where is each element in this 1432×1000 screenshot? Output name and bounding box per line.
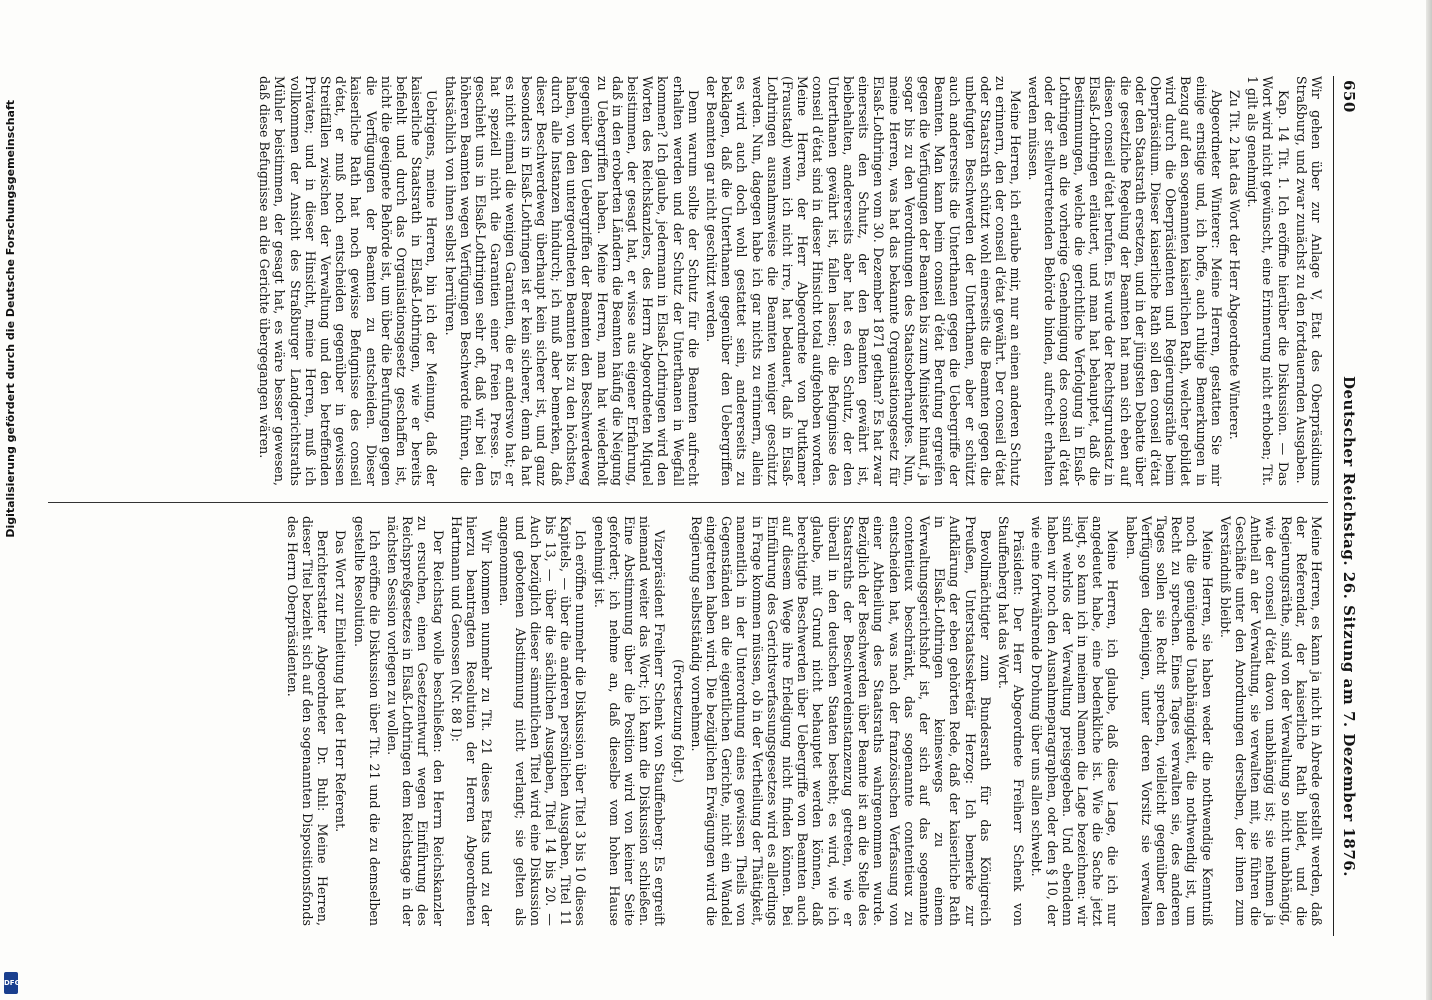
page-edge-shadow	[1426, 0, 1432, 1000]
running-header	[1333, 76, 1364, 936]
paragraph: Vizepräsident Freiherr Schenk von Stauffenberg: Es ergreift niemand weiter das Wort; ich kann die Diskussion schließen. Eine Abstimmung über die Position wird von keiner Seite gefordert; ich nehme an, daß dieselbe vom hohen Hause genehmigt ist.	[591, 516, 668, 926]
paragraph: Bevollmächtigter zum Bundesrath für das Königreich Preußen, Unterstaatssekretär Herzog: Ich bemerke zur Aufklärung der eben gehörten Rede, daß der kaiserliche Rath in Elsaß-Lothringen keineswegs zu einem Verwaltungsgerichtshof ist, der sich auf das sogenannte contentieux beschränkt, das sogenannte contentieux zu entscheiden hat, was nach der französischen Verfassung von einer Abtheilung des Staatsraths wahrgenommen wurde. Bezüglich der Beschwerden über Beamte ist an die Stelle des Staatsraths der Beschwerdeinstanzenzug getreten, wie er überall in den deutschen Staaten besteht; es wird, wie ich glaube, mit Grund nicht behauptet werden können, daß berechtigte Beschwerden über Uebergriffe von Beamten auch auf diesem Wege ihre Erledigung nicht finden können. Bei Einführung des Gerichtsverfassungsgesetzes wird es allerdings in Frage kommen müssen, ob in der Vertheilung der Thätigkeit, namentlich in der Unterordnung eines gewissen Theils von Gegenständen an die eigentlichen Gerichte, nicht ein Wandel eingetreten haben wird. Die bezüglichen Erwägungen wird die Regierung selbstständig vornehmen.	[688, 516, 993, 926]
page-number: 650	[1340, 80, 1358, 113]
paragraph: Meine Herren, sie haben weder die nothwendige Kenntniß noch die genügende Unabhängigkeit, die nothwendig ist, um Recht zu sprechen. Eines Tages verwalten sie, des anderen Tages sollen sie Recht sprechen, vielleicht gegenüber den Verfügungen derjenigen, unter deren Vorsitz sie verwalten haben.	[1123, 516, 1215, 926]
paragraph: Wir gehen über zur Anlage V, Etat des Oberpräsidiums Straßburg, und zwar zunächst zu den fortdauernden Ausgaben.	[1293, 76, 1324, 486]
paragraph: Abgeordneter Winterer: Meine Herren, gestatten Sie mir einige ernstige und, ich hoffe, auch ruhige Bemerkungen in Bezug auf den sogenannten kaiserlichen Rath, welcher gebildet wird durch die Oberpräsidenten und Regierungsräthe beim Oberpräsidium. Dieser kaiserliche Rath soll den conseil d'état oder den Staatsrath ersetzen, und in der jüngsten Debatte über die gesetzliche Regelung der Beamten hat man sich eben auf diesen conseil d'état berufen. Es wurde der Rechtsgrundsatz in Elsaß-Lothringen erläutert, und man hat behauptet, daß die Bestimmungen, welche die gerichtliche Verfolgung in Elsaß-Lothringen an die vorherige Genehmigung des conseil d'état oder der stellvertretenden Behörde binden, aufrecht erhalten werden müssen.	[1026, 76, 1224, 486]
page-sheet	[44, 76, 1364, 936]
left-column	[254, 76, 1324, 486]
credit-text: Digitalisierung gefördert durch die Deutsche Forschungsgemeinschaft	[4, 100, 17, 538]
paragraph: Zu Tit. 2 hat das Wort der Herr Abgeordnete Winterer.	[1226, 90, 1242, 440]
paragraph: Ich eröffne nunmehr die Diskussion über Titel 3 bis 10 dieses Kapitels, — über die anderen persönlichen Ausgaben, Titel 11 bis 13, — über die sächlichen Ausgaben, Titel 14 bis 20. — Auch bezüglich dieser sämmtlichen Titel wird eine Diskussion und gebotenen Abstimmung nicht verlangt; sie gelten als angenommen.	[497, 516, 589, 926]
dfg-logo-icon: DFG	[4, 972, 18, 994]
column-divider	[48, 502, 1328, 503]
digitization-credit	[2, 100, 20, 1000]
paragraph: Ich eröffne die Diskussion über Tit. 21 und die zu demselben gestellte Resolution.	[351, 516, 382, 926]
paragraph: Berichterstatter Abgeordneter Dr. Buhl: Meine Herren, dieser Titel bezieht sich auf den sogenannten Dispositionsfonds des Herrn Oberpräsidenten.	[284, 516, 331, 926]
header-title: Deutscher Reichstag. 26. Sitzung am 7. Dezember 1876.	[1340, 376, 1358, 877]
paragraph: Denn warum sollte der Schutz für die Beamten aufrecht erhalten werden und der Schutz der Unterthanen in Wegfall kommen? Ich glaube, jedermann in Elsaß-Lothringen wird den Worten des Reichskanzlers, des Herrn Abgeordneten Miquel beistimmen, der gesagt hat, er wisse aus eigener Erfahrung, daß in den eroberten Ländern die Beamten häufig die Neigung zu Uebergriffen haben. Meine Herren, man hat wiederholt gegenüber den Uebergriffen der Beamten den Beschwerdeweg haben, von den untergeordneten Beamten bis zu den höchsten, durch alle Instanzen hindurch; ich muß aber bemerken, daß dieser Beschwerdeweg überhaupt kein sicherer ist, und ganz besonders in Elsaß-Lothringen ist er kein sicherer, denn da hat es nicht einmal die wenigen Garantien, die er anderswo hat; er hat speziell nicht die Garantien einer freien Presse. Es geschieht uns in Elsaß-Lothringen sehr oft, daß wir bei den höheren Beamten wegen Verfügungen Beschwerde führen, die thatsächlich von ihnen selbst herrühren.	[442, 76, 701, 486]
paragraph: Das Wort zur Einleitung hat der Herr Referent.	[333, 530, 349, 833]
paragraph: Der Reichstag wolle beschließen: den Herrn Reichskanzler zu ersuchen, einen Gesetzentwurf wegen Einführung des Reichspreßgesetzes in Elsaß-Lothringen dem Reichstage in der nächsten Session vorlegen zu wollen.	[385, 516, 446, 926]
continuation-note: (Fortsetzung folgt.)	[670, 659, 686, 783]
paragraph: Meine Herren, ich erlaube mir, nur an einen anderen Schutz zu erinnern, den der conseil d'état gewährt. Der conseil d'état oder Staatsrath schützt wohl einerseits die Beamten gegen die unbefugten Beschwerden der Unterthanen, aber er schützt auch andererseits die Unterthanen gegen die Uebergriffe der Beamten. Man kann beim conseil d'état Berufung ergreifen gegen die Verfügungen der Beamten bis zum Minister hinauf, ja sogar bis zu den Verordnungen des Staatsoberhauptes. Nun, meine Herren, was hat das bekannte Organisationsgesetz für Elsaß-Lothringen vom 30. Dezember 1871 gethan? Es hat zwar einerseits den Schutz, der den Beamten gewährt ist, beibehalten, andererseits aber hat es den Schutz, der den Unterthanen gewährt ist, fallen lassen; die Befugnisse des conseil d'état sind in dieser Hinsicht total aufgehoben worden. Meine Herren, der Herr Abgeordnete von Puttkamer (Fraustadt) wenn ich nicht irre, hat bedauert, daß in Elsaß-Lothringen ausnahmsweise die Beamten weniger geschützt werden. Nun, dagegen habe ich gar nichts zu erinnern, allein es wird auch doch wohl gestattet sein, andererseits zu beklagen, daß die Unterthanen gegenüber den Uebergriffen der Beamten gar nicht geschützt werden.	[704, 76, 1024, 486]
right-column	[282, 516, 1324, 926]
paragraph: Präsident: Der Herr Abgeordnete Freiherr Schenk von Stauffenberg hat das Wort.	[995, 516, 1027, 926]
paragraph: Meine Herren, ich glaube, daß diese Lage, die ich nur angedeutet habe, eine bedenkliche ist. Wie die Sache jetzt liegt, so kann ich in meinem Namen die Lage bezeichnen: wir sind wehrlos der Verwaltung preisgegeben. Und ebendenn haben wir noch den Ausnahmeparagraphen, oder den § 10, der wie eine fortwährende Drohung über uns allen schwebt.	[1029, 516, 1121, 926]
paragraph: Meine Herren, es kann ja nicht in Abrede gestellt werden, daß der Referendar, der kaiserliche Rath bildet, und die Regierungsräthe, sind von der Verwaltung so nicht unabhängig, wie der conseil d'état davon unabhängig ist; sie nehmen ja Antheil an der Verwaltung, sie verwalten mit, sie führen die Geschäfte unter den Anordnungen derselben, der ihnen zum Verständniß bleibt.	[1217, 516, 1324, 926]
rotated-content	[44, 76, 1364, 1000]
paragraph: Kap. 14 Tit. 1. Ich eröffne hierüber die Diskussion. — Das Wort wird nicht gewünscht, eine Erinnerung nicht erhoben; Tit. 1 gilt als genehmigt.	[1245, 76, 1291, 486]
paragraph: Wir kommen nunmehr zu Tit. 21 dieses Etats und zu der hierzu beantragten Resolution der Herren Abgeordneten Hartmann und Genossen (Nr. 88 I):	[448, 516, 495, 926]
paragraph: Uebrigens, meine Herren, bin ich der Meinung, daß der kaiserliche Staatsrath in Elsaß-Lothringen, wie er bereits befiehlt und durch das Organisationsgesetz geschaffen ist, nicht die geeignete Behörde ist, um über die Berufungen gegen die Verfügungen der Beamten zu entscheiden. Dieser kaiserliche Rath hat noch gewisse Befugnisse des conseil d'état, er muß noch entscheiden gegenüber in gewissen Streitfällen zwischen der Verwaltung und den betreffenden Privaten; und in dieser Hinsicht, meine Herren, muß ich vollkommen der Ansicht des Straßburger Landgerichtsraths Mühler beistimmen, der gesagt hat, es wäre besser gewesen, daß diese Befugnisse an die Gerichte übergegangen wären.	[257, 76, 440, 486]
